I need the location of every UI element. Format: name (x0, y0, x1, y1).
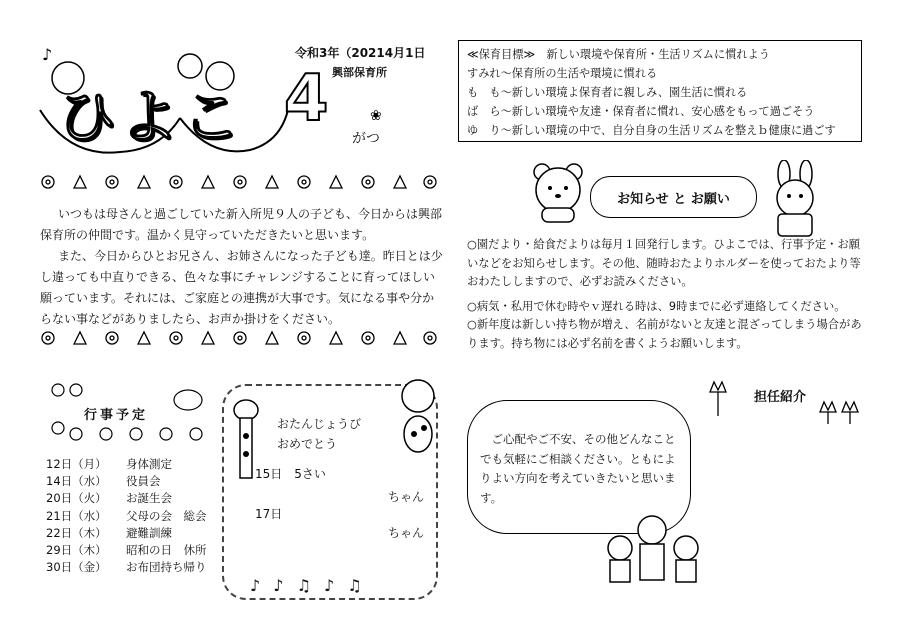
newsletter-title: ひよこ (58, 83, 245, 151)
birthday-chan: ちゃん (388, 526, 425, 540)
schedule-row (46, 559, 226, 576)
month-number: 4 (284, 62, 329, 136)
birthday-title-line: おたんじょうび (277, 417, 362, 431)
schedule-event: 昭和の日 休所 (126, 543, 207, 558)
schedule-row (46, 490, 226, 507)
consult-message: ご心配やご不安、その他どんなことでも気軽にご相談ください。ともによりよい方向を考えていきたいと思います。 (480, 432, 676, 505)
tulip-icon (700, 372, 860, 430)
schedule-date: 14日（水） (46, 474, 107, 489)
schedule-row (46, 542, 226, 559)
svg-text:❀: ❀ (370, 108, 382, 124)
schedule-event: お布団持ち帰り (126, 560, 207, 575)
birthday-entry: 15日 5さい (255, 467, 326, 481)
month-suffix: がつ (352, 131, 380, 147)
notice-banner: お知らせ と お願い (590, 176, 757, 218)
schedule-event: 避難訓練 (126, 525, 172, 540)
schedule-title: 行事予定 (84, 408, 149, 423)
schedule-row (46, 473, 226, 490)
birthday-chan: ちゃん (388, 490, 425, 504)
notices-list (467, 236, 867, 359)
birthday-entry: 17日 (255, 507, 283, 521)
birthday-title-line: おめでとう (277, 437, 338, 451)
childcare-goals-box (458, 40, 862, 142)
schedule-date: 29日（木） (46, 543, 107, 558)
music-notes-icon: ♪ ♪ ♫ ♪ ♫ (250, 576, 366, 595)
goal-line: ≪保育目標≫ 新しい環境や保育所・生活リズムに慣れよう (467, 48, 770, 61)
rabbit-icon (760, 160, 830, 242)
schedule-list (46, 456, 226, 576)
svg-text:♪: ♪ (42, 45, 53, 64)
elephant-balloon-icon (396, 378, 440, 472)
intro-paragraph: いつもは母さんと過ごしていた新入所児９人の子ども、今日からは興部保育所の仲間です。温かく見守っていただきたいと思います。 (40, 207, 443, 242)
children-icon (600, 508, 710, 592)
flower-border-bottom (38, 326, 438, 355)
schedule-event: 父母の会 総会 (126, 508, 207, 523)
intro-message (40, 204, 445, 330)
school-name: 興部保育所 (332, 66, 387, 79)
goal-line: すみれ～保育所の生活や環境に慣れる (467, 67, 658, 80)
schedule-date: 12日（月） (46, 457, 107, 471)
schedule-date: 22日（木） (46, 525, 107, 540)
schedule-date: 20日（火） (46, 491, 107, 506)
notice-item: ○園だより・給食だよりは毎月１回発行します。ひよこでは、行事予定・お願いなどをお知らせします。その他、随時おたよりホルダーを使っておたより等おわたししますので、必ずお読みください。 (467, 238, 861, 288)
flower-border-top (38, 170, 438, 199)
goal-line: も も～新しい環境よ保育者に親しみ、園生活に慣れる (467, 86, 748, 99)
schedule-event: お誕生会 (126, 491, 172, 506)
goal-line: ば ら～新しい環境や友達・保育者に慣れ、安心感をもって過ごそう (467, 105, 815, 118)
schedule-event: 役員会 (126, 474, 161, 489)
schedule-row (46, 525, 226, 542)
schedule-date: 30日（金） (46, 560, 107, 575)
schedule-date: 21日（水） (46, 508, 107, 523)
issue-date: 令和3年（20214月1日 (295, 46, 426, 60)
notice-item: ○病気・私用で休む時やｖ遅れる時は、9時までに必ず連絡してください。 (467, 299, 846, 313)
bear-icon (528, 160, 588, 228)
notice-item: ○新年度は新しい持ち物が増え、名前がないと友達と混ざってしまう場合があります。持ち物には必ず名前を書くようお願いします。 (467, 318, 862, 350)
schedule-row (46, 456, 226, 473)
goal-line: ゆ り～新しい環境の中で、自分自身の生活リズムを整えｂ健康に過ごす (467, 124, 836, 137)
intro-paragraph: また、今日からひとお兄さん、お姉さんになった子ども達。昨日とは少し違っても中直りできる、色々な事にチャレンジすることに育ってほしい願っています。それには、ご家庭との連携が大事です。気になる事や分からない事などがありましたら、お声か掛けをください。 (40, 249, 443, 326)
birthday-title (277, 414, 361, 454)
schedule-row (46, 508, 226, 525)
schedule-event: 身体測定 (126, 457, 172, 471)
teacher-intro-title: 担任紹介 (754, 390, 807, 405)
